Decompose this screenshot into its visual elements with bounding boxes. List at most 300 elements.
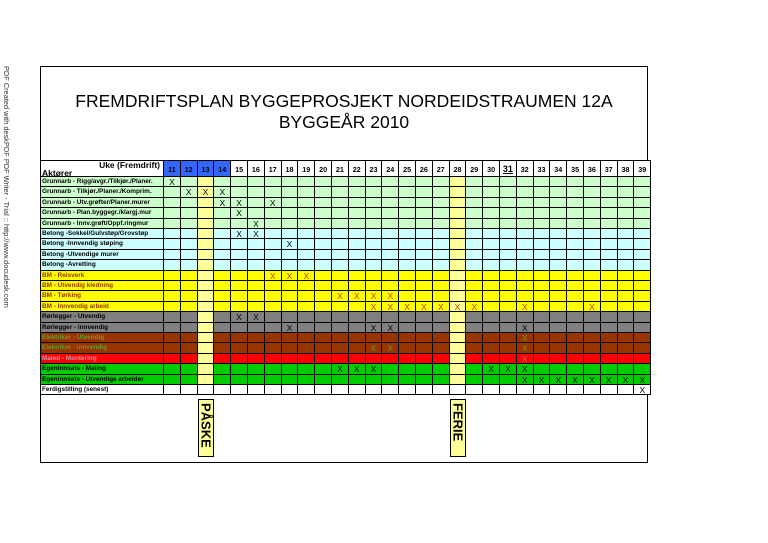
task-cell [315, 375, 332, 385]
task-cell [332, 385, 349, 395]
task-cell [534, 333, 551, 343]
task-cell [517, 271, 534, 281]
task-cell [282, 333, 299, 343]
task-cell [450, 312, 467, 322]
task-cell [466, 343, 483, 353]
task-cell [584, 385, 601, 395]
task-cell [483, 219, 500, 229]
task-cell [517, 177, 534, 187]
task-cell [198, 281, 215, 291]
task-label: Rørlegger - innvendig [41, 323, 164, 333]
task-cell [349, 333, 366, 343]
task-cell [214, 177, 231, 187]
task-cell [618, 333, 635, 343]
task-cell [500, 260, 517, 270]
task-cell [399, 198, 416, 208]
task-cell [181, 208, 198, 218]
task-mark: X [618, 375, 635, 385]
holiday-label: FERIE [450, 403, 466, 442]
task-cell [483, 250, 500, 260]
task-cell [618, 219, 635, 229]
task-cell [601, 271, 618, 281]
task-cell [298, 375, 315, 385]
task-cell [618, 271, 635, 281]
task-cell [198, 375, 215, 385]
week-label: Uke (Fremdrift) [99, 160, 160, 170]
task-cell [567, 333, 584, 343]
task-cell [315, 250, 332, 260]
gantt-sheet [40, 66, 648, 463]
task-cell [466, 364, 483, 374]
week-header-37: 37 [601, 160, 618, 177]
task-cell [198, 291, 215, 301]
task-cell [416, 260, 433, 270]
task-cell [634, 323, 651, 333]
task-cell [181, 219, 198, 229]
holiday-band-pske [198, 399, 215, 457]
task-cell [214, 271, 231, 281]
task-cell [214, 375, 231, 385]
task-cell [231, 281, 248, 291]
task-cell [248, 271, 265, 281]
task-cell [500, 281, 517, 291]
task-cell [466, 375, 483, 385]
task-cell [483, 291, 500, 301]
task-cell [164, 281, 181, 291]
task-mark: X [584, 375, 601, 385]
task-cell [433, 198, 450, 208]
task-cell [382, 239, 399, 249]
task-cell [164, 375, 181, 385]
task-cell [265, 177, 282, 187]
task-cell [282, 177, 299, 187]
task-cell [315, 281, 332, 291]
week-header-18: 18 [282, 160, 299, 177]
task-cell [298, 187, 315, 197]
task-cell [315, 187, 332, 197]
task-cell [315, 323, 332, 333]
task-cell [584, 354, 601, 364]
task-cell [634, 260, 651, 270]
task-cell [567, 354, 584, 364]
task-cell [466, 198, 483, 208]
task-cell [416, 281, 433, 291]
task-cell [164, 354, 181, 364]
week-header-39: 39 [634, 160, 651, 177]
task-cell [248, 177, 265, 187]
task-cell [584, 260, 601, 270]
task-cell [567, 291, 584, 301]
task-mark: X [534, 375, 551, 385]
task-cell [181, 281, 198, 291]
task-cell [634, 343, 651, 353]
task-mark: X [517, 323, 534, 333]
task-cell [248, 250, 265, 260]
task-mark: X [231, 312, 248, 322]
task-cell [416, 219, 433, 229]
task-cell [214, 281, 231, 291]
task-cell [382, 354, 399, 364]
task-cell [399, 229, 416, 239]
task-cell [164, 302, 181, 312]
task-cell [466, 219, 483, 229]
task-cell [550, 385, 567, 395]
task-cell [332, 302, 349, 312]
task-cell [634, 354, 651, 364]
task-cell [618, 281, 635, 291]
task-cell [450, 187, 467, 197]
task-cell [483, 333, 500, 343]
task-cell [298, 354, 315, 364]
task-label: Grunnarb - Tilkjør./Planer./Komprim. [41, 187, 164, 197]
task-mark: X [349, 291, 366, 301]
task-cell [433, 229, 450, 239]
task-cell [164, 250, 181, 260]
task-mark: X [450, 302, 467, 312]
task-cell [366, 354, 383, 364]
week-header-21: 21 [332, 160, 349, 177]
task-cell [298, 250, 315, 260]
task-mark: X [282, 323, 299, 333]
week-header-16: 16 [248, 160, 265, 177]
task-cell [466, 250, 483, 260]
task-cell [181, 343, 198, 353]
task-cell [265, 323, 282, 333]
task-cell [382, 177, 399, 187]
task-cell [366, 333, 383, 343]
task-cell [550, 229, 567, 239]
task-cell [366, 229, 383, 239]
task-mark: X [231, 229, 248, 239]
task-cell [399, 323, 416, 333]
task-label: Betong -Sokkel/Gulvstøp/Grovstøp [41, 229, 164, 239]
task-cell [332, 323, 349, 333]
task-cell [618, 198, 635, 208]
task-cell [450, 229, 467, 239]
task-cell [399, 291, 416, 301]
task-cell [416, 333, 433, 343]
task-cell [584, 364, 601, 374]
task-mark: X [517, 364, 534, 374]
task-cell [618, 177, 635, 187]
task-cell [349, 177, 366, 187]
task-cell [601, 208, 618, 218]
task-cell [534, 260, 551, 270]
task-cell [483, 354, 500, 364]
task-cell [567, 323, 584, 333]
task-label: Egeninnsats - Utvendige arbeider [41, 375, 164, 385]
task-cell [248, 291, 265, 301]
title-line-1: FREMDRIFTSPLAN BYGGEPROSJEKT NORDEIDSTRAUMEN 12A [75, 91, 613, 111]
task-cell [416, 343, 433, 353]
task-mark: X [248, 219, 265, 229]
task-cell [332, 208, 349, 218]
task-cell [198, 250, 215, 260]
task-cell [534, 271, 551, 281]
task-mark: X [231, 208, 248, 218]
task-cell [231, 364, 248, 374]
task-cell [567, 271, 584, 281]
task-mark: X [634, 385, 651, 395]
task-cell [500, 177, 517, 187]
task-cell [298, 198, 315, 208]
task-cell [534, 229, 551, 239]
task-cell [534, 208, 551, 218]
task-cell [332, 219, 349, 229]
task-cell [584, 333, 601, 343]
task-cell [315, 219, 332, 229]
task-cell [382, 250, 399, 260]
task-cell [416, 271, 433, 281]
task-cell [181, 291, 198, 301]
task-cell [214, 323, 231, 333]
task-cell [450, 271, 467, 281]
task-cell [231, 177, 248, 187]
task-cell [618, 364, 635, 374]
task-cell [366, 208, 383, 218]
task-label: Grunnarb - Rigg/avgr./Tilkjør./Planer. [41, 177, 164, 187]
week-header-30: 30 [483, 160, 500, 177]
task-cell [550, 198, 567, 208]
task-cell [265, 302, 282, 312]
task-cell [181, 177, 198, 187]
task-cell [349, 198, 366, 208]
task-label: Betong -Innvendig støping [41, 239, 164, 249]
task-cell [181, 239, 198, 249]
page-title [41, 91, 647, 133]
task-cell [349, 281, 366, 291]
task-cell [534, 354, 551, 364]
task-cell [231, 385, 248, 395]
task-mark: X [366, 323, 383, 333]
task-mark: X [298, 271, 315, 281]
task-cell [366, 219, 383, 229]
task-mark: X [399, 302, 416, 312]
task-cell [450, 219, 467, 229]
task-cell [282, 291, 299, 301]
task-cell [433, 250, 450, 260]
task-cell [483, 323, 500, 333]
task-cell [500, 198, 517, 208]
task-cell [231, 271, 248, 281]
task-cell [416, 323, 433, 333]
task-cell [567, 229, 584, 239]
task-cell [601, 229, 618, 239]
task-cell [214, 260, 231, 270]
task-cell [433, 219, 450, 229]
task-cell [634, 364, 651, 374]
task-cell [366, 385, 383, 395]
task-cell [567, 208, 584, 218]
task-cell [366, 239, 383, 249]
task-mark: X [366, 364, 383, 374]
task-cell [550, 219, 567, 229]
task-cell [332, 333, 349, 343]
task-cell [517, 385, 534, 395]
task-cell [282, 364, 299, 374]
task-cell [399, 177, 416, 187]
task-cell [433, 385, 450, 395]
task-cell [198, 229, 215, 239]
task-cell [332, 343, 349, 353]
task-mark: X [164, 177, 181, 187]
task-mark: X [332, 364, 349, 374]
week-header-31: 31 [500, 160, 517, 177]
task-cell [248, 198, 265, 208]
task-cell [618, 229, 635, 239]
task-cell [298, 229, 315, 239]
task-cell [248, 239, 265, 249]
task-cell [450, 375, 467, 385]
task-cell [198, 271, 215, 281]
task-mark: X [265, 271, 282, 281]
task-cell [399, 271, 416, 281]
task-cell [483, 271, 500, 281]
task-cell [231, 302, 248, 312]
task-cell [601, 385, 618, 395]
task-cell [483, 375, 500, 385]
task-cell [601, 333, 618, 343]
task-cell [214, 385, 231, 395]
task-cell [164, 187, 181, 197]
task-cell [248, 364, 265, 374]
task-cell [349, 312, 366, 322]
task-cell [399, 219, 416, 229]
task-cell [584, 187, 601, 197]
task-cell [164, 271, 181, 281]
task-cell [517, 198, 534, 208]
task-cell [466, 333, 483, 343]
week-header-22: 22 [349, 160, 366, 177]
task-cell [500, 229, 517, 239]
task-cell [483, 187, 500, 197]
task-label: Grunnarb - Utv.grøfter/Planer.murer [41, 198, 164, 208]
task-mark: X [517, 354, 534, 364]
holiday-label: PÅSKE [198, 403, 214, 449]
task-cell [534, 385, 551, 395]
task-cell [265, 354, 282, 364]
task-cell [584, 312, 601, 322]
task-cell [450, 281, 467, 291]
task-cell [315, 385, 332, 395]
task-cell [181, 229, 198, 239]
task-cell [483, 302, 500, 312]
task-cell [399, 312, 416, 322]
task-cell [298, 291, 315, 301]
task-cell [164, 343, 181, 353]
task-mark: X [366, 343, 383, 353]
task-cell [399, 364, 416, 374]
task-cell [382, 385, 399, 395]
task-cell [567, 281, 584, 291]
task-cell [248, 302, 265, 312]
task-cell [349, 250, 366, 260]
task-cell [382, 271, 399, 281]
week-header-14: 14 [214, 160, 231, 177]
task-cell [567, 312, 584, 322]
task-cell [349, 354, 366, 364]
task-cell [198, 302, 215, 312]
task-mark: X [282, 239, 299, 249]
task-cell [164, 198, 181, 208]
task-cell [366, 260, 383, 270]
task-cell [248, 343, 265, 353]
task-cell [298, 323, 315, 333]
task-cell [214, 208, 231, 218]
task-cell [601, 343, 618, 353]
task-cell [349, 375, 366, 385]
task-cell [332, 239, 349, 249]
task-cell [450, 385, 467, 395]
task-cell [634, 208, 651, 218]
task-cell [584, 250, 601, 260]
task-cell [315, 354, 332, 364]
task-cell [634, 333, 651, 343]
task-cell [214, 229, 231, 239]
week-header-24: 24 [382, 160, 399, 177]
task-cell [618, 312, 635, 322]
task-cell [466, 177, 483, 187]
task-cell [181, 271, 198, 281]
task-cell [584, 208, 601, 218]
task-cell [164, 385, 181, 395]
task-cell [534, 323, 551, 333]
task-cell [332, 260, 349, 270]
task-cell [517, 239, 534, 249]
task-cell [164, 260, 181, 270]
task-cell [214, 333, 231, 343]
task-cell [634, 312, 651, 322]
task-cell [315, 312, 332, 322]
task-cell [265, 260, 282, 270]
task-cell [500, 291, 517, 301]
task-cell [399, 187, 416, 197]
task-cell [433, 281, 450, 291]
task-cell [265, 364, 282, 374]
task-cell [265, 229, 282, 239]
task-cell [231, 354, 248, 364]
task-cell [198, 354, 215, 364]
task-cell [315, 333, 332, 343]
task-cell [534, 239, 551, 249]
task-cell [332, 187, 349, 197]
task-cell [231, 343, 248, 353]
task-cell [399, 333, 416, 343]
task-cell [198, 364, 215, 374]
task-cell [382, 208, 399, 218]
task-cell [466, 260, 483, 270]
task-cell [550, 271, 567, 281]
task-cell [534, 302, 551, 312]
task-cell [298, 281, 315, 291]
task-cell [198, 198, 215, 208]
task-cell [433, 239, 450, 249]
task-cell [315, 260, 332, 270]
week-header-36: 36 [584, 160, 601, 177]
task-cell [567, 219, 584, 229]
task-cell [500, 333, 517, 343]
task-cell [634, 187, 651, 197]
task-cell [298, 208, 315, 218]
task-cell [399, 375, 416, 385]
task-cell [231, 333, 248, 343]
task-cell [181, 302, 198, 312]
task-cell [399, 343, 416, 353]
task-cell [382, 281, 399, 291]
task-cell [349, 260, 366, 270]
task-mark: X [433, 302, 450, 312]
task-cell [550, 302, 567, 312]
